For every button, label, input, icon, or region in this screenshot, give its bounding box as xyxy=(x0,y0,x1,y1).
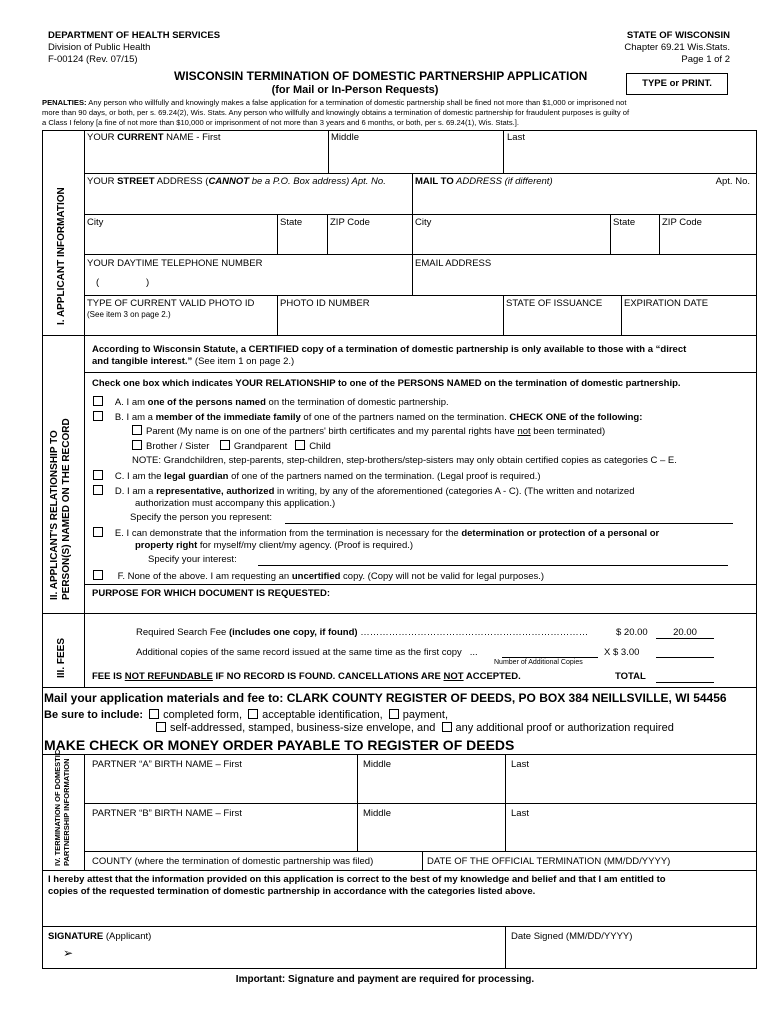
partner-b-first-label: PARTNER “B” BIRTH NAME – First xyxy=(92,808,242,819)
date-signed-label: Date Signed (MM/DD/YYYY) xyxy=(511,931,633,942)
partner-b-last-field[interactable] xyxy=(507,821,755,849)
section2-label-line1: II. APPLICANT'S RELATIONSHIP TO xyxy=(49,430,60,600)
copy-price: X $ 3.00 xyxy=(604,647,640,658)
form-number: F-00124 (Rev. 07/15) xyxy=(48,54,138,65)
email-label: EMAIL ADDRESS xyxy=(415,258,492,269)
penalties-line2: more than 90 days, or both, per s. 69.24(2), Wis. Stats. Any person who willfully and knowingly obtains a termination of domestic partnership for fraudulent purposes is guilty of xyxy=(42,108,630,117)
section2-label-line2: PERSON(S) NAMED ON THE RECORD xyxy=(61,418,72,600)
mail-apt-label: Apt. No. xyxy=(715,176,750,187)
street-address-label: YOUR STREET ADDRESS (CANNOT be a P.O. Box address) Apt. No. xyxy=(87,176,386,187)
grandparent-checkbox[interactable] xyxy=(220,440,230,450)
date-signed-field[interactable] xyxy=(507,943,755,967)
check-one-instruction: Check one box which indicates YOUR RELATIONSHIP to one of the PERSONS NAMED on the termination of domestic partnership. xyxy=(92,378,681,389)
penalties-line1: Any person who willfully and knowingly makes a false application for a termination of domestic partnership shall be fined not more than $1,000 or imprisoned not xyxy=(88,98,627,107)
child-checkbox[interactable] xyxy=(295,440,305,450)
dept-name: DEPARTMENT OF HEALTH SERVICES xyxy=(48,30,221,41)
option-a-checkbox[interactable] xyxy=(93,396,103,406)
specify-person-line[interactable] xyxy=(285,523,733,524)
division-name: Division of Public Health xyxy=(48,42,151,53)
partner-b-middle-field[interactable] xyxy=(359,821,503,849)
partner-b-middle-label: Middle xyxy=(363,808,391,819)
partner-a-last-field[interactable] xyxy=(507,772,755,801)
partner-b-first-field[interactable] xyxy=(86,821,355,849)
envelope-checkbox[interactable] xyxy=(156,722,166,732)
specify-interest-label: Specify your interest: xyxy=(148,554,237,565)
state-of-issuance-label: STATE OF ISSUANCE xyxy=(506,298,603,309)
option-d: D. I am a representative, authorized in writing, by any of the aforementioned (categories A - C). (The written and notarized xyxy=(93,485,635,497)
current-name-first-field[interactable] xyxy=(86,145,326,171)
current-name-last-label: Last xyxy=(507,132,525,143)
section4-label xyxy=(53,750,71,866)
additional-copies-total-field[interactable] xyxy=(656,657,714,658)
current-name-last-field[interactable] xyxy=(505,145,755,171)
phone-area-close: ) xyxy=(146,277,150,288)
payable-to: MAKE CHECK OR MONEY ORDER PAYABLE TO REGISTER OF DEEDS xyxy=(44,737,515,753)
specify-person-label: Specify the person you represent: xyxy=(130,512,273,523)
phone-label: YOUR DAYTIME TELEPHONE NUMBER xyxy=(87,258,263,269)
penalties-block xyxy=(42,98,757,128)
current-name-middle-label: Middle xyxy=(331,132,359,143)
mailing-address: Mail your application materials and fee to: CLARK COUNTY REGISTER OF DEEDS, PO BOX 384 NEILLSVILLE, WI 54456 xyxy=(44,691,727,705)
page-number: Page 1 of 2 xyxy=(681,54,730,65)
total-field[interactable] xyxy=(656,682,714,683)
option-e-line2: property right for myself/my client/my agency. (Proof is required.) xyxy=(135,540,414,551)
page-title: WISCONSIN TERMINATION OF DOMESTIC PARTNERSHIP APPLICATION xyxy=(174,69,588,83)
identification-checkbox[interactable] xyxy=(248,709,258,719)
mail-zip-label: ZIP Code xyxy=(662,217,702,228)
option-a: A. I am one of the persons named on the termination of domestic partnership. xyxy=(93,396,449,408)
option-c: C. I am the legal guardian of one of the partners named on the termination. (Legal proof is required.) xyxy=(93,470,541,482)
payment-checkbox[interactable] xyxy=(389,709,399,719)
state-label-1: State xyxy=(280,217,303,228)
mail-state-label: State xyxy=(613,217,636,228)
parent-checkbox[interactable] xyxy=(132,425,142,435)
option-b-note: NOTE: Grandchildren, step-parents, step-children, step-brothers/step-sisters may only obtain certified copies as categories C – E. xyxy=(132,455,677,466)
section4-label-line1: IV. TERMINATION OF DOMESTIC xyxy=(53,749,62,866)
option-c-checkbox[interactable] xyxy=(93,470,103,480)
option-d-checkbox[interactable] xyxy=(93,485,103,495)
option-d-line2: authorization must accompany this application.) xyxy=(135,498,336,509)
search-fee-amount: $ 20.00 xyxy=(616,627,648,638)
partner-a-last-label: Last xyxy=(511,759,529,770)
specify-interest-line[interactable] xyxy=(258,565,728,566)
refund-notice: FEE IS NOT REFUNDABLE IF NO RECORD IS FOUND. CANCELLATIONS ARE NOT ACCEPTED. xyxy=(92,671,521,682)
phone-area-open: ( xyxy=(96,277,100,288)
penalties-line3: a Class I felony [a fine of not more than $10,000 or imprisonment of not more than 3 years and 6 months, or both, per s. 69.24(1), Wis. Stats.]. xyxy=(42,118,519,127)
signature-arrow-icon: ➢ xyxy=(63,946,74,960)
include-list-line1: Be sure to include: completed form, acceptable identification, payment, xyxy=(44,709,448,721)
option-e: E. I can demonstrate that the information from the termination is necessary for the determination or protection of a personal or xyxy=(93,527,659,539)
city-label: City xyxy=(87,217,104,228)
current-name-middle-field[interactable] xyxy=(330,145,500,171)
section4-label-line2: PARTNERSHIP INFORMATION xyxy=(62,758,71,866)
section2-label xyxy=(49,418,73,600)
county-label: COUNTY (where the termination of domestic partnership was filed) xyxy=(92,856,374,867)
photo-id-note: (See item 3 on page 2.) xyxy=(87,310,171,319)
penalties-label: PENALTIES: xyxy=(42,98,87,107)
phone-field[interactable] xyxy=(86,271,410,293)
partner-a-first-label: PARTNER “A” BIRTH NAME – First xyxy=(92,759,242,770)
mail-city-label: City xyxy=(415,217,432,228)
footer-important: Important: Signature and payment are required for processing. xyxy=(235,974,535,985)
purpose-label: PURPOSE FOR WHICH DOCUMENT IS REQUESTED: xyxy=(92,588,331,599)
option-e-checkbox[interactable] xyxy=(93,527,103,537)
partner-a-middle-field[interactable] xyxy=(359,772,503,801)
option-b-relatives: Brother / Sister Grandparent Child xyxy=(132,440,331,452)
total-label: TOTAL xyxy=(615,671,646,682)
certified-intro: According to Wisconsin Statute, a CERTIFIED copy of a termination of domestic partnership is only available to those with a “direct and tangible interest.” (See item 1 on page 2.) xyxy=(92,344,687,367)
page-subtitle: (for Mail or In-Person Requests) xyxy=(271,84,439,96)
state-label: STATE OF WISCONSIN xyxy=(626,30,730,41)
chapter-label: Chapter 69.21 Wis.Stats. xyxy=(624,42,730,53)
signature-label: SIGNATURE (Applicant) xyxy=(48,931,152,942)
sibling-checkbox[interactable] xyxy=(132,440,142,450)
option-f-checkbox[interactable] xyxy=(93,570,103,580)
street-address-field[interactable] xyxy=(86,189,410,213)
partner-a-middle-label: Middle xyxy=(363,759,391,770)
num-copies-field[interactable] xyxy=(502,657,598,658)
option-b-checkbox[interactable] xyxy=(93,411,103,421)
completed-form-checkbox[interactable] xyxy=(149,709,159,719)
current-name-first-label: YOUR CURRENT NAME - First xyxy=(87,132,221,143)
mail-to-address-label: MAIL TO ADDRESS (if different) xyxy=(415,176,553,187)
signature-field[interactable] xyxy=(80,943,500,967)
photo-id-type-label: TYPE OF CURRENT VALID PHOTO ID xyxy=(87,298,255,309)
photo-id-number-label: PHOTO ID NUMBER xyxy=(280,298,370,309)
section1-label: I. APPLICANT INFORMATION xyxy=(56,187,67,325)
option-f: F. None of the above. I am requesting an uncertified copy. (Copy will not be valid for legal purposes.) xyxy=(93,570,544,582)
additional-proof-checkbox[interactable] xyxy=(442,722,452,732)
type-print-box: TYPE or PRINT. xyxy=(626,73,728,95)
additional-copies-row: Additional copies of the same record issued at the same time as the first copy ... xyxy=(136,647,478,658)
option-b-parent: Parent (My name is on one of the partners' birth certificates and my parental rights have not been terminated) xyxy=(132,425,605,437)
termination-date-label: DATE OF THE OFFICIAL TERMINATION (MM/DD/YYYY) xyxy=(427,856,671,867)
expiration-date-label: EXPIRATION DATE xyxy=(624,298,709,309)
num-copies-caption: Number of Additional Copies xyxy=(494,659,583,666)
search-fee-total: 20.00 xyxy=(656,627,714,639)
email-field[interactable] xyxy=(414,271,755,293)
partner-a-first-field[interactable] xyxy=(86,772,355,801)
include-list-line2: self-addressed, stamped, business-size envelope, and any additional proof or authorization required xyxy=(156,722,674,734)
zip-label-1: ZIP Code xyxy=(330,217,370,228)
purpose-field[interactable] xyxy=(86,600,755,612)
search-fee-row: Required Search Fee (includes one copy, if found) ……………………………………………………………… xyxy=(136,627,589,638)
attestation: I hereby attest that the information provided on this application is correct to the best of my knowledge and belief and that I am entitled to copies of the requested termination of domestic partnership in accordance with the categories listed above. xyxy=(48,874,666,897)
partner-b-last-label: Last xyxy=(511,808,529,819)
mail-to-address-field[interactable] xyxy=(414,189,755,213)
option-b: B. I am a member of the immediate family of one of the partners named on the termination. CHECK ONE of the following: xyxy=(93,411,642,423)
section3-label: III. FEES xyxy=(56,637,67,678)
